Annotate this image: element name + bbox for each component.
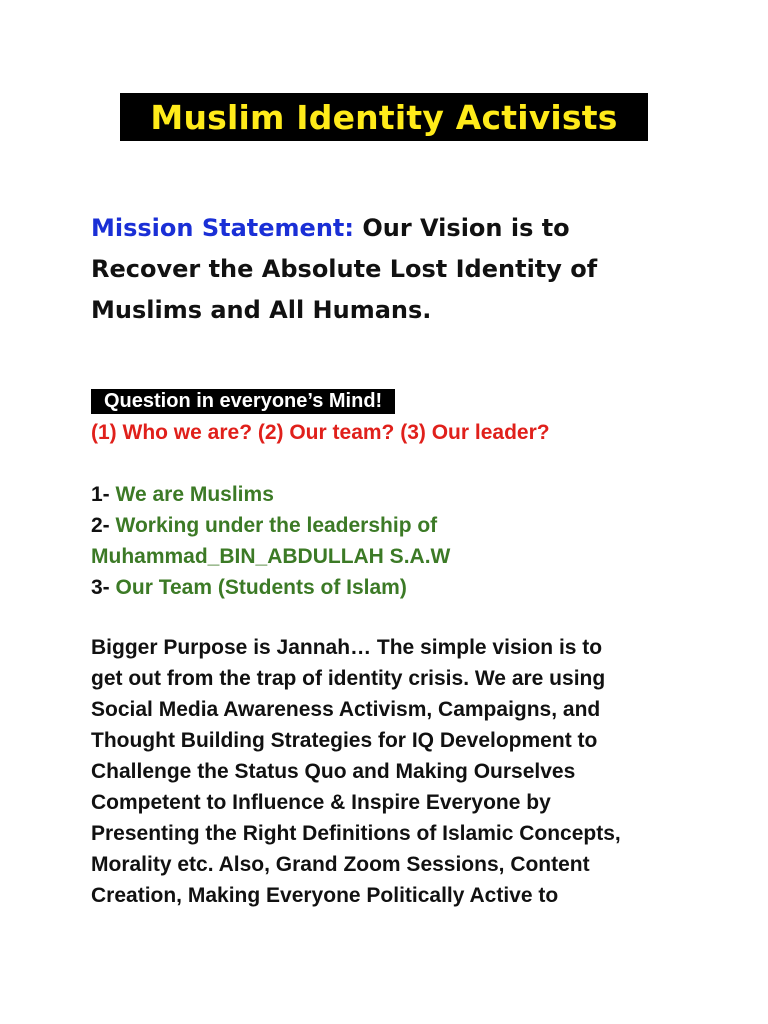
- body-line-6: Competent to Influence & Inspire Everyone by: [91, 791, 551, 814]
- answer-item-2: [91, 510, 711, 541]
- body-line-4: Thought Building Strategies for IQ Development to: [91, 729, 598, 752]
- body-line-8: Morality etc. Also, Grand Zoom Sessions, Content: [91, 853, 590, 876]
- answer-text-3: Our Team (Students of Islam): [115, 576, 407, 599]
- body-line-2: get out from the trap of identity crisis. We are using: [91, 667, 606, 690]
- answer-text-1: We are Muslims: [115, 483, 274, 506]
- body-line-3: Social Media Awareness Activism, Campaigns, and: [91, 698, 601, 721]
- body-line-7: Presenting the Right Definitions of Islamic Concepts,: [91, 822, 621, 845]
- body-line-5: Challenge the Status Quo and Making Ourselves: [91, 760, 576, 783]
- body-line-9: Creation, Making Everyone Politically Active to: [91, 884, 559, 907]
- mission-text-line-3: Muslims and All Humans.: [91, 296, 432, 324]
- answer-text-2-continued: Muhammad_BIN_ABDULLAH S.A.W: [91, 545, 451, 568]
- mission-label: Mission Statement:: [91, 214, 354, 242]
- mission-statement: [91, 208, 691, 331]
- mission-text-line-2: Recover the Absolute Lost Identity of: [91, 255, 598, 283]
- body-paragraph: [91, 632, 691, 911]
- question-line: (1) Who we are? (2) Our team? (3) Our leader?: [91, 421, 550, 444]
- answer-number-1: 1-: [91, 483, 110, 506]
- title-banner: [120, 93, 648, 141]
- answer-item-3: [91, 572, 711, 603]
- body-line-1: Bigger Purpose is Jannah… The simple vision is to: [91, 636, 603, 659]
- answer-number-3: 3-: [91, 576, 110, 599]
- answer-number-2: 2-: [91, 514, 110, 537]
- answer-text-2: Working under the leadership of: [115, 514, 438, 537]
- mission-text-line-1: Our Vision is to: [362, 214, 570, 242]
- question-heading-box: Question in everyone’s Mind!: [91, 389, 395, 414]
- answer-item-1: [91, 479, 711, 510]
- answers-list: [91, 479, 711, 603]
- page-title: Muslim Identity Activists: [150, 97, 618, 137]
